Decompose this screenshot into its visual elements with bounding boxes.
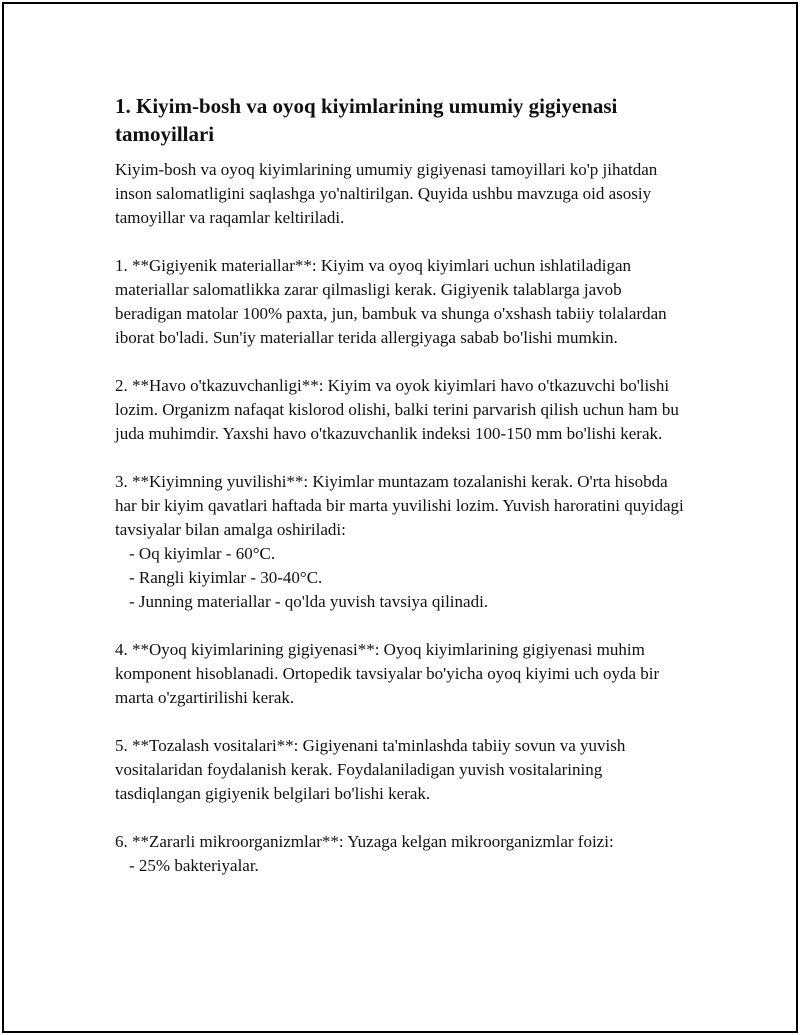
point-3-item-colored: - Rangli kiyimlar - 30-40°C. xyxy=(129,568,323,587)
point-1-paragraph: 1. **Gigiyenik materiallar**: Kiyim va oyoq kiyimlari uchun ishlatiladigan materiallar salomatlikka zarar qilmasligi kerak. Gigiyenik talablarga javob beradigan matolar 100% paxta, jun, bambuk va shunga o'xshash tabiiy tolalardan iborat bo'ladi. Sun'iy materiallar terida allergiyaga sabab bo'lishi mumkin. xyxy=(115,256,671,347)
point-3-paragraph: 3. **Kiyimning yuvilishi**: Kiyimlar muntazam tozalanishi kerak. O'rta hisobda har bir kiyim qavatlari haftada bir marta yuvilishi lozim. Yuvish haroratini quyidagi tavsiyalar bilan amalga oshiriladi: xyxy=(115,472,688,539)
point-2-paragraph: 2. **Havo o'tkazuvchanligi**: Kiyim va oyok kiyimlari havo o'tkazuvchi bo'lishi lozim. Organizm nafaqat kislorod olishi, balki terini parvarish qilish uchun ham bu juda muhimdir. Yaxshi havo o'tkazuvchanlik indeksi 100-150 mm bo'lishi kerak. xyxy=(115,376,684,443)
paragraph-gap xyxy=(115,350,685,374)
point-6-item-bacteria: - 25% bakteriyalar. xyxy=(129,856,259,875)
point-3-item-white: - Oq kiyimlar - 60°C. xyxy=(129,544,276,563)
point-5-paragraph: 5. **Tozalash vositalari**: Gigiyenani ta'minlashda tabiiy sovun va yuvish vositalaridan foydalanish kerak. Foydalaniladigan yuvish vositalarining tasdiqlangan gigiyenik belgilari bo'lishi kerak. xyxy=(115,736,630,803)
paragraph-gap xyxy=(115,614,685,638)
point-4-paragraph: 4. **Oyoq kiyimlarining gigiyenasi**: Oyoq kiyimlarining gigiyenasi muhim komponent hisoblanadi. Ortopedik tavsiyalar bo'yicha oyoq kiyimi uch oyda bir marta o'zgartirilishi kerak. xyxy=(115,640,664,707)
document-body xyxy=(115,92,688,878)
paragraph-gap xyxy=(115,710,685,734)
point-6-paragraph: 6. **Zararli mikroorganizmlar**: Yuzaga kelgan mikroorganizmlar foizi: xyxy=(115,832,614,851)
intro-paragraph: Kiyim-bosh va oyoq kiyimlarining umumiy gigiyenasi tamoyillari ko'p jihatdan inson salomatligini saqlashga yo'naltirilgan. Quyida ushbu mavzuga oid asosiy tamoyillar va raqamlar keltiriladi. xyxy=(115,160,662,227)
paragraph-gap xyxy=(115,446,685,470)
section-title: 1. Kiyim-bosh va oyoq kiyimlarining umumiy gigiyenasi tamoyillari xyxy=(115,94,618,146)
paragraph-gap xyxy=(115,230,685,254)
point-3-item-wool: - Junning materiallar - qo'lda yuvish tavsiya qilinadi. xyxy=(129,592,489,611)
paragraph-gap xyxy=(115,806,685,830)
